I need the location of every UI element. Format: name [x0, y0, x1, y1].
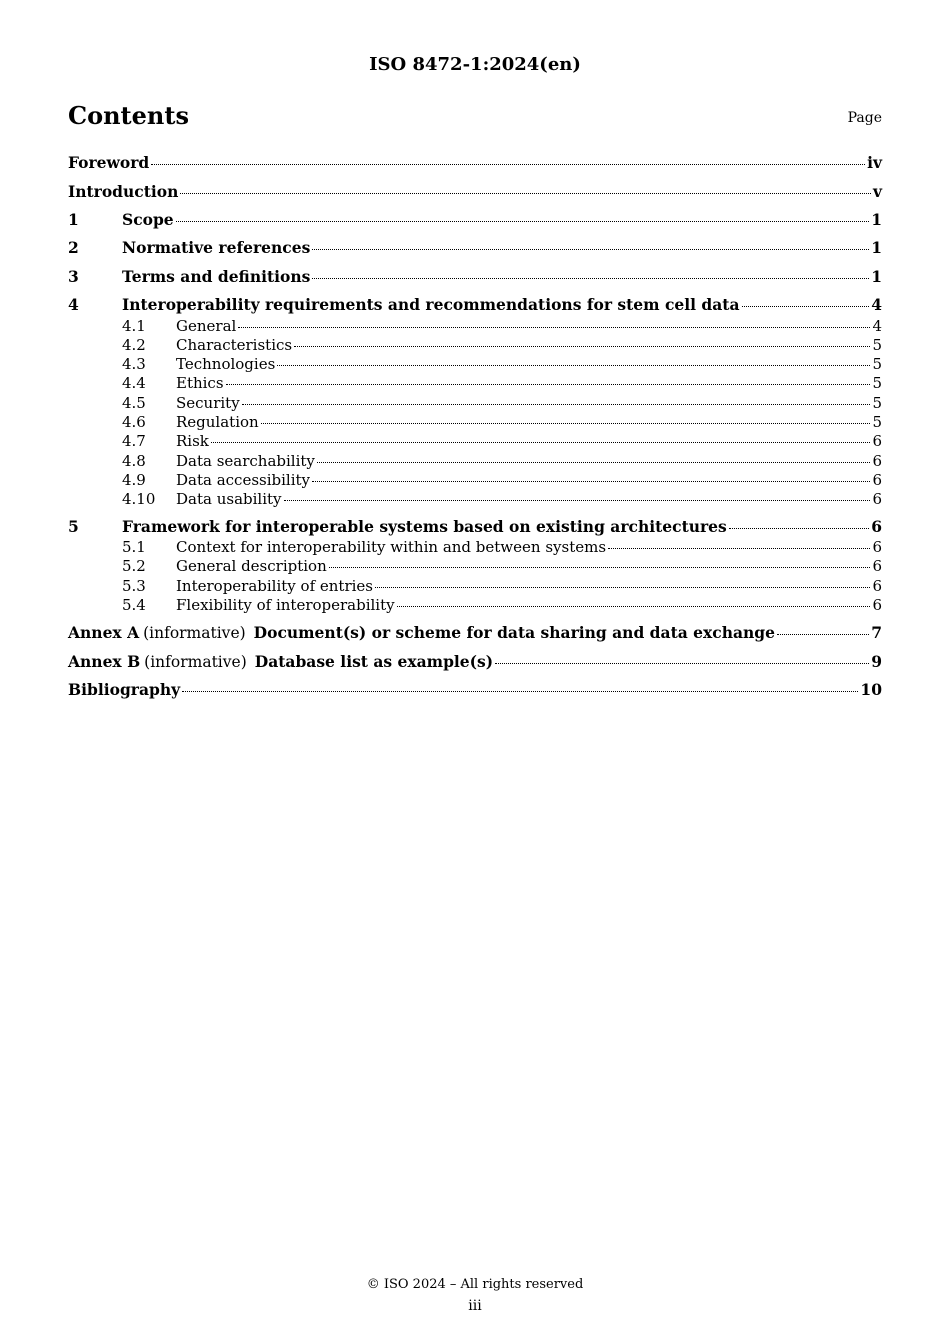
- toc-entry-title: Data accessibility: [176, 471, 311, 489]
- toc-entry-title: Interoperability requirements and recommendations for stem cell data: [122, 295, 740, 314]
- toc-entry-number: 2: [68, 238, 79, 257]
- toc-entry-title: Interoperability of entries: [176, 577, 374, 595]
- toc-entry-framework[interactable]: [68, 516, 882, 538]
- dot-leader: [180, 192, 871, 194]
- toc-entry-number: 1: [68, 210, 79, 229]
- copyright-notice: © ISO 2024 – All rights reserved: [366, 1277, 584, 1292]
- toc-entry-title: Normative references: [122, 238, 311, 257]
- toc-entry-page: 6: [872, 577, 882, 595]
- dot-leader: [182, 690, 858, 692]
- toc-entry-page: 4: [872, 317, 882, 335]
- dot-leader: [312, 480, 870, 482]
- toc-entry-introduction[interactable]: [68, 181, 882, 203]
- annex-type: (informative): [143, 624, 246, 642]
- toc-entry-title: Regulation: [176, 413, 259, 431]
- toc-entry-page: 5: [872, 355, 882, 373]
- toc-entry-foreword[interactable]: [68, 152, 882, 174]
- page-column-label: Page: [847, 110, 882, 126]
- toc-entry-title: Framework for interoperable systems based on existing architectures: [122, 517, 727, 536]
- toc-entry-page: 6: [872, 557, 882, 575]
- toc-entry-title: Document(s) or scheme for data sharing and data exchange: [253, 623, 775, 642]
- toc-entry-number: 5.3: [122, 577, 146, 595]
- toc-entry-page: 5: [872, 374, 882, 392]
- toc-subentry-data-usability[interactable]: [68, 490, 882, 509]
- toc-entry-title: Technologies: [176, 355, 276, 373]
- toc-entry-number: 4.3: [122, 355, 146, 373]
- toc-entry-terms-definitions[interactable]: [68, 266, 882, 288]
- dot-leader: [151, 163, 865, 165]
- toc-entry-page: iv: [867, 153, 882, 172]
- toc-entry-page: 5: [872, 413, 882, 431]
- toc-entry-title: Security: [176, 394, 240, 412]
- toc-entry-title: General: [176, 317, 237, 335]
- contents-header: [68, 100, 882, 132]
- toc-entry-number: 4.7: [122, 432, 146, 450]
- toc-entry-title: Risk: [176, 432, 209, 450]
- dot-leader: [226, 383, 871, 385]
- annex-label: Annex B: [68, 652, 141, 671]
- annex-type: (informative): [144, 653, 247, 671]
- dot-leader: [329, 566, 871, 568]
- toc-entry-page: 10: [860, 680, 882, 699]
- dot-leader: [238, 326, 870, 328]
- toc-subentry-general-description[interactable]: [68, 557, 882, 576]
- toc-entry-number: 4.6: [122, 413, 146, 431]
- dot-leader: [317, 461, 871, 463]
- toc-entry-normative-references[interactable]: [68, 237, 882, 259]
- toc-entry-number: 4.1: [122, 317, 146, 335]
- toc-entry-page: 6: [872, 471, 882, 489]
- toc-entry-page: 6: [872, 490, 882, 508]
- page-title: Contents: [68, 101, 189, 130]
- dot-leader: [777, 633, 869, 635]
- toc-entry-page: 5: [872, 336, 882, 354]
- toc-entry-page: 6: [872, 452, 882, 470]
- page-number: iii: [468, 1298, 482, 1314]
- toc-entry-annex-b[interactable]: [68, 651, 882, 673]
- dot-leader: [729, 527, 869, 529]
- dot-leader: [176, 220, 870, 222]
- toc-entry-title: Foreword: [68, 153, 150, 172]
- toc-entry-number: 4.8: [122, 452, 146, 470]
- toc-subentry-characteristics[interactable]: [68, 336, 882, 355]
- dot-leader: [375, 586, 870, 588]
- toc-entry-page: 6: [871, 517, 882, 536]
- toc-entry-number: 4.5: [122, 394, 146, 412]
- toc-entry-page: 4: [871, 295, 882, 314]
- dot-leader: [608, 547, 870, 549]
- toc-subentry-context[interactable]: [68, 538, 882, 557]
- toc-entry-title: Data usability: [176, 490, 282, 508]
- toc-subentry-regulation[interactable]: [68, 413, 882, 432]
- dot-leader: [397, 605, 871, 607]
- toc-entry-title: Flexibility of interoperability: [176, 596, 395, 614]
- toc-entry-number: 4.2: [122, 336, 146, 354]
- toc-entry-annex-a[interactable]: [68, 622, 882, 644]
- toc-subentry-flexibility[interactable]: [68, 596, 882, 615]
- dot-leader: [312, 277, 869, 279]
- toc-entry-page: 1: [871, 238, 882, 257]
- dot-leader: [495, 662, 869, 664]
- document-id: ISO 8472-1:2024(en): [369, 54, 581, 75]
- toc-entry-page: v: [872, 182, 882, 201]
- dot-leader: [284, 499, 871, 501]
- dot-leader: [294, 345, 870, 347]
- dot-leader: [277, 364, 870, 366]
- toc-entry-interoperability-requirements[interactable]: [68, 294, 882, 316]
- toc-entry-number: 4.9: [122, 471, 146, 489]
- toc-subentry-technologies[interactable]: [68, 355, 882, 374]
- toc-entry-scope[interactable]: [68, 209, 882, 231]
- dot-leader: [261, 422, 871, 424]
- toc-entry-page: 5: [872, 394, 882, 412]
- dot-leader: [312, 248, 869, 250]
- toc-entry-title: Context for interoperability within and between systems: [176, 538, 607, 556]
- toc-entry-page: 6: [872, 538, 882, 556]
- toc-entry-page: 6: [872, 432, 882, 450]
- toc-entry-title: Bibliography: [68, 680, 181, 699]
- toc-subentry-general[interactable]: [68, 317, 882, 336]
- toc-entry-title: Characteristics: [176, 336, 293, 354]
- toc-entry-number: 3: [68, 267, 79, 286]
- toc-entry-bibliography[interactable]: [68, 679, 882, 701]
- toc-entry-page: 6: [872, 596, 882, 614]
- toc-entry-number: 5.4: [122, 596, 146, 614]
- toc-entry-number: 4.10: [122, 490, 156, 508]
- toc-entry-page: 1: [871, 210, 882, 229]
- toc-subentry-risk[interactable]: [68, 432, 882, 451]
- dot-leader: [211, 441, 871, 443]
- dot-leader: [742, 305, 870, 307]
- toc-subentry-security[interactable]: [68, 394, 882, 413]
- toc-subentry-data-searchability[interactable]: [68, 452, 882, 471]
- toc-entry-page: 9: [871, 652, 882, 671]
- toc-entry-page: 7: [871, 623, 882, 642]
- toc-entry-title: Database list as example(s): [254, 652, 494, 671]
- toc-entry-title: General description: [176, 557, 327, 575]
- toc-entry-title: Terms and definitions: [122, 267, 311, 286]
- toc-entry-page: 1: [871, 267, 882, 286]
- toc-subentry-data-accessibility[interactable]: [68, 471, 882, 490]
- toc-subentry-interoperability-entries[interactable]: [68, 577, 882, 596]
- toc-entry-title: Ethics: [176, 374, 224, 392]
- toc-entry-number: 5: [68, 517, 79, 536]
- toc-entry-number: 4: [68, 295, 79, 314]
- toc-entry-title: Scope: [122, 210, 174, 229]
- toc-entry-title: Introduction: [68, 182, 179, 201]
- toc-entry-number: 5.1: [122, 538, 146, 556]
- annex-label: Annex A: [68, 623, 140, 642]
- toc-entry-number: 5.2: [122, 557, 146, 575]
- toc-entry-number: 4.4: [122, 374, 146, 392]
- toc-subentry-ethics[interactable]: [68, 374, 882, 393]
- toc-entry-title: Data searchability: [176, 452, 315, 470]
- dot-leader: [242, 403, 871, 405]
